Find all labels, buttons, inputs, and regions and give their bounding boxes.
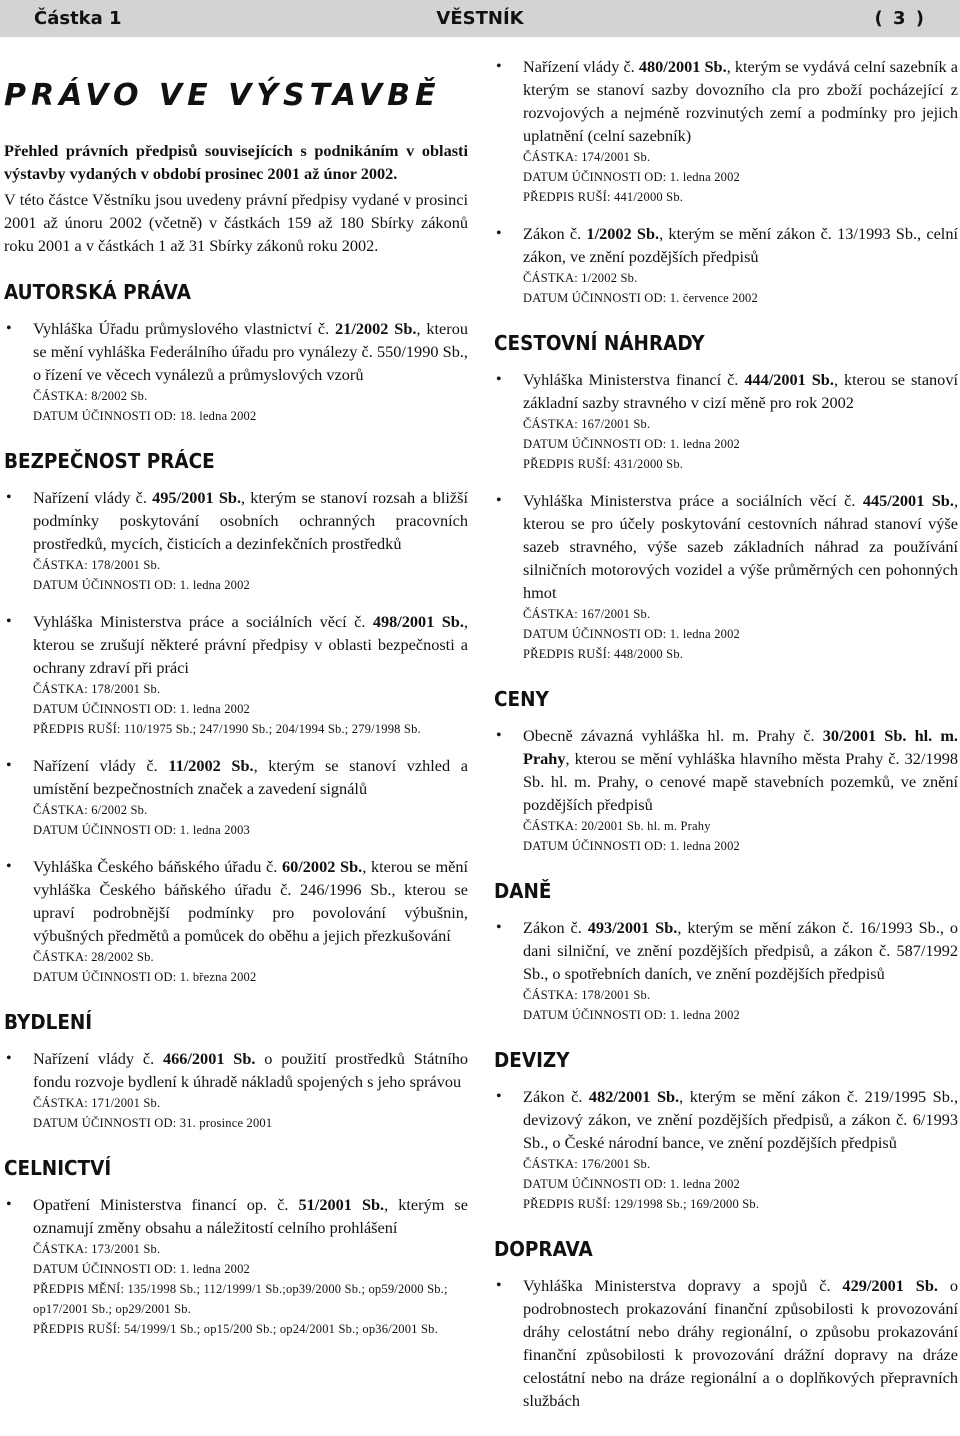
bullet-icon: • (496, 727, 502, 744)
regulation-text: Vyhláška Ministerstva práce a sociálních věcí č. 498/2001 Sb., kterou se zrušují některé právní předpisy v oblasti bezpečnosti a ochrany zdraví při práci (33, 612, 469, 677)
regulation-meta (523, 147, 958, 167)
bullet-icon: • (496, 919, 502, 936)
meta-value: 28/2002 Sb. (87, 950, 154, 964)
regulation-meta (523, 1005, 958, 1025)
bullet-icon: • (6, 757, 12, 774)
regulation-number: 21/2002 Sb. (335, 319, 417, 338)
meta-label: PŘEDPIS RUŠÍ: (33, 1322, 121, 1336)
bullet-icon: • (6, 1050, 12, 1067)
regulation-entry (4, 754, 468, 840)
regulation-number: 51/2001 Sb. (298, 1195, 385, 1214)
meta-value: 18. ledna 2002 (176, 409, 257, 423)
meta-value: 1. ledna 2002 (176, 578, 251, 592)
meta-label: ČÁSTKA: (33, 803, 88, 817)
regulation-number: 482/2001 Sb. (588, 1087, 680, 1106)
regulation-meta (33, 555, 468, 575)
left-column (4, 55, 468, 1354)
meta-label: DATUM ÚČINNOSTI OD: (33, 823, 177, 837)
meta-label: ČÁSTKA: (523, 819, 578, 833)
section-heading: CENY (494, 687, 549, 711)
meta-value: 173/2001 Sb. (87, 1242, 161, 1256)
regulation-meta (33, 719, 468, 739)
meta-label: DATUM ÚČINNOSTI OD: (523, 291, 667, 305)
meta-label: PŘEDPIS RUŠÍ: (523, 457, 611, 471)
regulation-meta (33, 967, 468, 987)
regulation-meta (523, 454, 958, 474)
meta-value: 178/2001 Sb. (87, 682, 161, 696)
regulation-text: Vyhláška Úřadu průmyslového vlastnictví č. 21/2002 Sb., kterou se mění vyhláška Federálního úřadu pro vynálezy č. 550/1990 Sb., o řízení ve věcech vynálezů a průmyslových vzorů (33, 319, 468, 384)
meta-label: DATUM ÚČINNOSTI OD: (33, 409, 177, 423)
regulation-entry (494, 916, 958, 1025)
page-title: PRÁVO VE VÝSTAVBĚ (4, 78, 441, 113)
page-header (0, 0, 960, 37)
regulation-meta (523, 268, 958, 288)
meta-label: PŘEDPIS RUŠÍ: (523, 190, 611, 204)
meta-label: DATUM ÚČINNOSTI OD: (33, 702, 177, 716)
meta-label: ČÁSTKA: (33, 389, 88, 403)
bullet-icon: • (496, 492, 502, 509)
regulation-text: Nařízení vlády č. 495/2001 Sb., kterým se stanoví rozsah a bližší podmínky poskytování osobních ochranných pracovních prostředků, mycích, čisticích a dezinfekčních prostředků (33, 488, 468, 553)
regulation-number: 498/2001 Sb. (372, 612, 464, 631)
regulation-meta (33, 1319, 468, 1339)
regulation-entry (494, 222, 958, 308)
meta-value: 441/2000 Sb. (610, 190, 684, 204)
regulation-entry (4, 486, 468, 595)
page-number: ( 3 ) (874, 8, 926, 29)
meta-value: 1. ledna 2002 (666, 437, 741, 451)
intro-lead: Přehled právních předpisů souvisejících s podnikáním v oblasti výstavby vydaných v období prosinec 2001 až únor 2002. (4, 141, 468, 183)
regulation-number: 429/2001 Sb. (842, 1276, 938, 1295)
right-sections (494, 55, 958, 1412)
regulation-meta (33, 406, 468, 426)
meta-value: 54/1999/1 Sb.; op15/200 Sb.; op24/2001 Sb.; op36/2001 Sb. (120, 1322, 438, 1336)
regulation-text: Zákon č. 493/2001 Sb., kterým se mění zákon č. 16/1993 Sb., o dani silniční, ve znění pozdějších předpisů, a zákon č. 587/1992 Sb., o spotřebních daních, ve znění pozdějších předpisů (523, 918, 958, 983)
regulation-meta (33, 947, 468, 967)
meta-label: PŘEDPIS RUŠÍ: (523, 1197, 611, 1211)
bullet-icon: • (496, 58, 502, 75)
regulation-entry (494, 1274, 958, 1412)
intro-text: V této částce Věstníku jsou uvedeny právní předpisy vydané v prosinci 2001 až únoru 2002 (včetně) v částkách 159 až 180 Sbírky zákonů roku 2001 a v částkách 1 až 31 Sbírky zákonů roku 2002. (4, 190, 468, 255)
meta-label: ČÁSTKA: (523, 607, 578, 621)
section-heading: CELNICTVÍ (4, 1156, 112, 1180)
regulation-meta (33, 679, 468, 699)
meta-value: 1. ledna 2003 (176, 823, 251, 837)
meta-value: 178/2001 Sb. (87, 558, 161, 572)
meta-value: 129/1998 Sb.; 169/2000 Sb. (610, 1197, 760, 1211)
section-heading: DANĚ (494, 879, 552, 903)
regulation-number: 495/2001 Sb. (152, 488, 242, 507)
regulation-meta (523, 836, 958, 856)
regulation-entry (494, 1085, 958, 1214)
meta-label: ČÁSTKA: (33, 950, 88, 964)
meta-value: 178/2001 Sb. (577, 988, 651, 1002)
regulation-text: Vyhláška Ministerstva financí č. 444/2001 Sb., kterou se stanoví základní sazby stravného v cizí měně pro rok 2002 (523, 370, 958, 412)
regulation-meta (523, 816, 958, 836)
regulation-meta (33, 699, 468, 719)
meta-value: 174/2001 Sb. (577, 150, 651, 164)
bullet-icon: • (6, 489, 12, 506)
issue-number: Částka 1 (34, 8, 122, 29)
meta-value: 431/2000 Sb. (610, 457, 684, 471)
regulation-meta (523, 985, 958, 1005)
meta-value: 176/2001 Sb. (577, 1157, 651, 1171)
section-heading: AUTORSKÁ PRÁVA (4, 280, 192, 304)
meta-label: DATUM ÚČINNOSTI OD: (33, 578, 177, 592)
meta-value: 1/2002 Sb. (577, 271, 638, 285)
journal-name: VĚSTNÍK (436, 8, 524, 29)
regulation-meta (523, 624, 958, 644)
regulation-number: 1/2002 Sb. (586, 224, 660, 243)
meta-value: 1. ledna 2002 (666, 1177, 741, 1191)
regulation-text: Opatření Ministerstva financí op. č. 51/2001 Sb., kterým se oznamují změny obsahu a náležitostí celního prohlášení (33, 1195, 468, 1237)
regulation-text: Vyhláška Ministerstva práce a sociálních věcí č. 445/2001 Sb., kterou se pro účely poskytování cestovních náhrad stanoví výše sazeb stravného, výše sazeb základních náhrad za používání silničních motorových vozidel a výše průměrných cen pohonných hmot (523, 491, 959, 602)
regulation-number: 60/2002 Sb. (281, 857, 363, 876)
bullet-icon: • (6, 858, 12, 875)
meta-value: 448/2000 Sb. (610, 647, 684, 661)
regulation-meta (523, 1174, 958, 1194)
meta-value: 135/1998 Sb.; 112/1999/1 Sb.;op39/2000 Sb.; op59/2000 Sb.; op17/2001 Sb.; op29/2001 Sb. (33, 1282, 448, 1316)
bullet-icon: • (6, 1196, 12, 1213)
regulation-meta (523, 288, 958, 308)
regulation-meta (33, 820, 468, 840)
meta-value: 8/2002 Sb. (87, 389, 148, 403)
meta-label: DATUM ÚČINNOSTI OD: (523, 170, 667, 184)
bullet-icon: • (496, 1088, 502, 1105)
meta-label: DATUM ÚČINNOSTI OD: (33, 1116, 177, 1130)
meta-value: 6/2002 Sb. (87, 803, 148, 817)
meta-value: 20/2001 Sb. hl. m. Prahy (577, 819, 711, 833)
meta-value: 1. ledna 2002 (666, 170, 741, 184)
regulation-text: Nařízení vlády č. 466/2001 Sb. o použití prostředků Státního fondu rozvoje bydlení k úhradě nákladů spojených s jeho správou (33, 1049, 469, 1091)
regulation-meta (33, 1279, 468, 1319)
meta-value: 1. ledna 2002 (176, 702, 251, 716)
regulation-meta (523, 1154, 958, 1174)
regulation-number: 11/2002 Sb. (168, 756, 254, 775)
regulation-meta (523, 187, 958, 207)
meta-label: DATUM ÚČINNOSTI OD: (523, 627, 667, 641)
meta-label: ČÁSTKA: (523, 988, 578, 1002)
regulation-entry (4, 317, 468, 426)
meta-label: ČÁSTKA: (33, 1242, 88, 1256)
regulation-text: Zákon č. 482/2001 Sb., kterým se mění zákon č. 219/1995 Sb., devizový zákon, ve znění pozdějších předpisů, a zákon č. 6/1993 Sb., o České národní bance, ve znění pozdějších předpisů (523, 1087, 959, 1152)
bullet-icon: • (496, 225, 502, 242)
regulation-entry (4, 1193, 468, 1339)
meta-label: ČÁSTKA: (33, 558, 88, 572)
meta-label: ČÁSTKA: (33, 1096, 88, 1110)
meta-label: ČÁSTKA: (523, 150, 578, 164)
regulation-entry (494, 55, 958, 207)
regulation-meta (523, 644, 958, 664)
regulation-number: 30/2001 Sb. hl. m. Prahy (523, 726, 959, 768)
meta-value: 1. ledna 2002 (666, 1008, 741, 1022)
meta-value: 171/2001 Sb. (87, 1096, 161, 1110)
meta-label: ČÁSTKA: (33, 682, 88, 696)
meta-label: DATUM ÚČINNOSTI OD: (33, 1262, 177, 1276)
meta-value: 110/1975 Sb.; 247/1990 Sb.; 204/1994 Sb.; 279/1998 Sb. (120, 722, 421, 736)
meta-label: ČÁSTKA: (523, 1157, 578, 1171)
meta-value: 167/2001 Sb. (577, 417, 651, 431)
regulation-entry (494, 489, 958, 664)
regulation-meta (33, 800, 468, 820)
section-heading: CESTOVNÍ NÁHRADY (494, 331, 705, 355)
meta-value: 1. března 2002 (176, 970, 257, 984)
meta-value: 1. ledna 2002 (176, 1262, 251, 1276)
right-column (494, 55, 958, 1427)
meta-label: DATUM ÚČINNOSTI OD: (523, 1008, 667, 1022)
regulation-entry (494, 368, 958, 474)
meta-label: DATUM ÚČINNOSTI OD: (523, 839, 667, 853)
regulation-entry (494, 724, 958, 856)
regulation-meta (523, 167, 958, 187)
regulation-meta (523, 414, 958, 434)
meta-label: PŘEDPIS RUŠÍ: (523, 647, 611, 661)
regulation-text: Nařízení vlády č. 480/2001 Sb., kterým se vydává celní sazebník a kterým se stanoví sazby dovozního cla pro zboží pocházející z rozvojových a nejméně rozvinutých zemí a podmínky pro jejich uplatnění (celní sazebník) (523, 57, 958, 145)
meta-label: DATUM ÚČINNOSTI OD: (33, 970, 177, 984)
meta-label: ČÁSTKA: (523, 417, 578, 431)
meta-label: ČÁSTKA: (523, 271, 578, 285)
section-heading: BYDLENÍ (4, 1010, 93, 1034)
left-sections (4, 279, 468, 1339)
regulation-number: 493/2001 Sb. (587, 918, 678, 937)
regulation-entry (4, 855, 468, 987)
section-heading: DOPRAVA (494, 1237, 593, 1261)
meta-label: PŘEDPIS RUŠÍ: (33, 722, 121, 736)
regulation-entry (4, 610, 468, 739)
meta-label: PŘEDPIS MĚNÍ: (33, 1282, 125, 1296)
regulation-text: Obecně závazná vyhláška hl. m. Prahy č. 30/2001 Sb. hl. m. Prahy, kterou se mění vyhláška hlavního města Prahy č. 32/1998 Sb. hl. m. Prahy, o cenové mapě stavebních pozemků, ve znění pozdějších předpisů (523, 726, 959, 814)
meta-value: 167/2001 Sb. (577, 607, 651, 621)
regulation-number: 480/2001 Sb. (638, 57, 727, 76)
regulation-meta (33, 575, 468, 595)
regulation-meta (33, 1259, 468, 1279)
regulation-meta (33, 1239, 468, 1259)
meta-value: 31. prosince 2001 (176, 1116, 273, 1130)
regulation-text: Zákon č. 1/2002 Sb., kterým se mění zákon č. 13/1993 Sb., celní zákon, ve znění pozdějších předpisů (523, 224, 958, 266)
meta-value: 1. ledna 2002 (666, 839, 741, 853)
meta-value: 1. července 2002 (666, 291, 758, 305)
regulation-number: 444/2001 Sb. (744, 370, 834, 389)
meta-label: DATUM ÚČINNOSTI OD: (523, 437, 667, 451)
regulation-text: Nařízení vlády č. 11/2002 Sb., kterým se stanoví vzhled a umístění bezpečnostních značek a zavedení signálů (33, 756, 468, 798)
section-heading: BEZPEČNOST PRÁCE (4, 449, 215, 473)
meta-value: 1. ledna 2002 (666, 627, 741, 641)
regulation-text: Vyhláška Ministerstva dopravy a spojů č. 429/2001 Sb. o podrobnostech prokazování finanční způsobilosti k provozování dráhy celostátní nebo dráhy regionální, o způsobu prokazování finanční způsobilosti k provozování drážní dopravy na dráze celostátní nebo na dráze regionální a o doplňkových přepravních službách (523, 1276, 958, 1410)
regulation-number: 466/2001 Sb. (162, 1049, 256, 1068)
regulation-meta (33, 386, 468, 406)
regulation-meta (523, 1194, 958, 1214)
bullet-icon: • (6, 320, 12, 337)
regulation-meta (33, 1113, 468, 1133)
meta-label: DATUM ÚČINNOSTI OD: (523, 1177, 667, 1191)
section-heading: DEVIZY (494, 1048, 570, 1072)
regulation-text: Vyhláška Českého báňského úřadu č. 60/2002 Sb., kterou se mění vyhláška Českého báňského úřadu č. 246/1996 Sb., kterou se upraví podrobnější podmínky pro povolování výbušnin, výbušných předmětů a pomůcek do oběhu a jejich přezkušování (33, 857, 468, 945)
bullet-icon: • (6, 613, 12, 630)
regulation-meta (523, 604, 958, 624)
bullet-icon: • (496, 371, 502, 388)
regulation-number: 445/2001 Sb. (862, 491, 954, 510)
regulation-meta (33, 1093, 468, 1113)
regulation-meta (523, 434, 958, 454)
bullet-icon: • (496, 1277, 502, 1294)
regulation-entry (4, 1047, 468, 1133)
